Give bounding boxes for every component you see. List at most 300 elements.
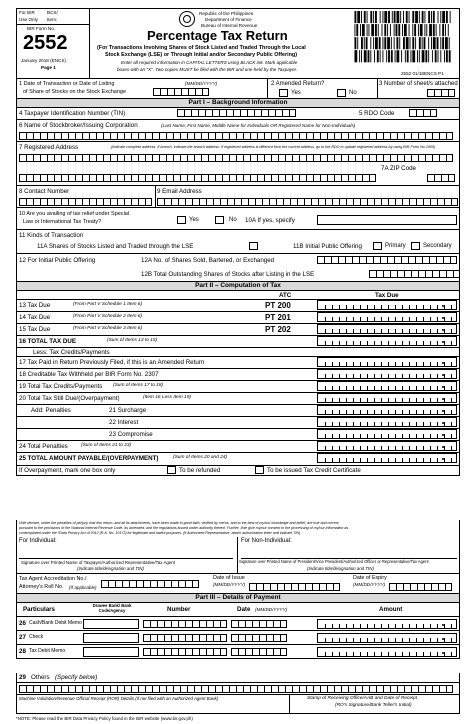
char-cell[interactable] — [264, 154, 271, 162]
char-cell[interactable] — [187, 154, 194, 162]
char-cell[interactable] — [446, 132, 453, 140]
char-cell[interactable] — [194, 132, 201, 140]
char-cell[interactable] — [445, 583, 452, 591]
char-cell[interactable] — [278, 685, 285, 693]
char-cell[interactable] — [124, 132, 131, 140]
char-cell[interactable] — [33, 198, 40, 206]
char-cell[interactable] — [150, 580, 157, 588]
char-cell[interactable] — [96, 132, 103, 140]
char-cell[interactable] — [124, 685, 131, 693]
char-cell[interactable] — [451, 198, 458, 206]
char-cell[interactable] — [436, 256, 443, 264]
char-cell[interactable] — [411, 154, 418, 162]
char-cell[interactable] — [103, 154, 110, 162]
char-cell[interactable] — [334, 685, 341, 693]
char-cell[interactable] — [262, 198, 269, 206]
char-cell[interactable] — [438, 583, 445, 591]
char-cell[interactable] — [418, 685, 425, 693]
char-cell[interactable] — [145, 154, 152, 162]
char-cell[interactable] — [292, 685, 299, 693]
tax-still-due-input[interactable] — [317, 393, 457, 403]
char-cell[interactable] — [229, 154, 236, 162]
char-cell[interactable] — [402, 198, 409, 206]
primary-checkbox[interactable] — [373, 242, 382, 250]
char-cell[interactable] — [269, 198, 276, 206]
char-cell[interactable] — [353, 198, 360, 206]
char-cell[interactable] — [397, 685, 404, 693]
char-cell[interactable] — [191, 109, 198, 117]
char-cell[interactable] — [401, 256, 408, 264]
char-cell[interactable] — [369, 132, 376, 140]
char-cell[interactable] — [450, 256, 457, 264]
char-cell[interactable] — [117, 174, 124, 182]
char-cell[interactable] — [324, 256, 331, 264]
char-cell[interactable] — [145, 174, 152, 182]
interest-input[interactable] — [317, 417, 457, 427]
char-cell[interactable] — [418, 154, 425, 162]
char-cell[interactable] — [388, 198, 395, 206]
char-cell[interactable] — [198, 109, 205, 117]
char-cell[interactable] — [233, 109, 240, 117]
char-cell[interactable] — [418, 270, 425, 278]
tax-relief-specify-input[interactable] — [317, 215, 457, 225]
refund-checkbox[interactable] — [167, 466, 176, 474]
char-cell[interactable] — [89, 174, 96, 182]
char-cell[interactable] — [341, 132, 348, 140]
char-cell[interactable] — [145, 132, 152, 140]
char-cell[interactable] — [369, 685, 376, 693]
char-cell[interactable] — [432, 132, 439, 140]
email-input[interactable] — [157, 198, 458, 206]
char-cell[interactable] — [124, 154, 131, 162]
payment-amount-input[interactable] — [317, 633, 457, 643]
char-cell[interactable] — [250, 174, 257, 182]
char-cell[interactable] — [255, 198, 262, 206]
char-cell[interactable] — [390, 685, 397, 693]
char-cell[interactable] — [313, 154, 320, 162]
char-cell[interactable] — [352, 256, 359, 264]
char-cell[interactable] — [430, 109, 437, 117]
char-cell[interactable] — [26, 132, 33, 140]
char-cell[interactable] — [180, 685, 187, 693]
char-cell[interactable] — [26, 154, 33, 162]
char-cell[interactable] — [243, 174, 250, 182]
char-cell[interactable] — [122, 580, 129, 588]
char-cell[interactable] — [366, 256, 373, 264]
char-cell[interactable] — [68, 174, 75, 182]
char-cell[interactable] — [332, 198, 339, 206]
address-input-line1[interactable] — [19, 154, 453, 162]
char-cell[interactable] — [285, 132, 292, 140]
char-cell[interactable] — [243, 132, 250, 140]
char-cell[interactable] — [19, 154, 26, 162]
amended-yes-checkbox[interactable] — [279, 89, 288, 97]
char-cell[interactable] — [278, 154, 285, 162]
char-cell[interactable] — [250, 685, 257, 693]
char-cell[interactable] — [425, 154, 432, 162]
char-cell[interactable] — [167, 88, 174, 96]
char-cell[interactable] — [369, 270, 376, 278]
char-cell[interactable] — [159, 132, 166, 140]
char-cell[interactable] — [164, 198, 171, 206]
payment-number-input[interactable] — [143, 634, 227, 642]
char-cell[interactable] — [185, 198, 192, 206]
char-cell[interactable] — [117, 154, 124, 162]
char-cell[interactable] — [448, 89, 455, 97]
char-cell[interactable] — [424, 583, 431, 591]
char-cell[interactable] — [341, 154, 348, 162]
char-cell[interactable] — [54, 154, 61, 162]
char-cell[interactable] — [229, 132, 236, 140]
char-cell[interactable] — [213, 198, 220, 206]
char-cell[interactable] — [444, 198, 451, 206]
char-cell[interactable] — [261, 109, 268, 117]
char-cell[interactable] — [173, 174, 180, 182]
char-cell[interactable] — [82, 154, 89, 162]
char-cell[interactable] — [173, 132, 180, 140]
char-cell[interactable] — [157, 198, 164, 206]
tax-paid-previously-input[interactable] — [317, 357, 457, 367]
char-cell[interactable] — [320, 132, 327, 140]
char-cell[interactable] — [425, 132, 432, 140]
char-cell[interactable] — [181, 88, 188, 96]
char-cell[interactable] — [312, 583, 319, 591]
char-cell[interactable] — [383, 132, 390, 140]
char-cell[interactable] — [194, 174, 201, 182]
char-cell[interactable] — [373, 256, 380, 264]
date-of-issue-input[interactable] — [249, 583, 340, 591]
char-cell[interactable] — [429, 256, 436, 264]
char-cell[interactable] — [143, 580, 150, 588]
char-cell[interactable] — [427, 89, 434, 97]
char-cell[interactable] — [319, 583, 326, 591]
char-cell[interactable] — [40, 198, 47, 206]
char-cell[interactable] — [54, 198, 61, 206]
char-cell[interactable] — [276, 198, 283, 206]
char-cell[interactable] — [202, 88, 209, 96]
char-cell[interactable] — [369, 174, 376, 182]
char-cell[interactable] — [222, 154, 229, 162]
char-cell[interactable] — [430, 198, 437, 206]
char-cell[interactable] — [434, 174, 441, 182]
char-cell[interactable] — [277, 583, 284, 591]
char-cell[interactable] — [194, 154, 201, 162]
char-cell[interactable] — [108, 580, 115, 588]
creditable-tax-input[interactable] — [317, 369, 457, 379]
char-cell[interactable] — [278, 174, 285, 182]
char-cell[interactable] — [299, 174, 306, 182]
char-cell[interactable] — [404, 154, 411, 162]
char-cell[interactable] — [96, 174, 103, 182]
char-cell[interactable] — [397, 270, 404, 278]
char-cell[interactable] — [152, 174, 159, 182]
char-cell[interactable] — [254, 109, 261, 117]
char-cell[interactable] — [264, 685, 271, 693]
char-cell[interactable] — [89, 154, 96, 162]
char-cell[interactable] — [439, 132, 446, 140]
char-cell[interactable] — [157, 580, 164, 588]
char-cell[interactable] — [117, 132, 124, 140]
char-cell[interactable] — [159, 154, 166, 162]
char-cell[interactable] — [26, 198, 33, 206]
char-cell[interactable] — [411, 132, 418, 140]
char-cell[interactable] — [131, 198, 138, 206]
char-cell[interactable] — [61, 174, 68, 182]
char-cell[interactable] — [243, 154, 250, 162]
char-cell[interactable] — [19, 685, 26, 693]
tax-due-amount-input[interactable] — [317, 324, 457, 334]
char-cell[interactable] — [166, 174, 173, 182]
char-cell[interactable] — [257, 685, 264, 693]
contact-number-input[interactable] — [19, 198, 152, 206]
char-cell[interactable] — [331, 256, 338, 264]
char-cell[interactable] — [110, 198, 117, 206]
char-cell[interactable] — [305, 583, 312, 591]
char-cell[interactable] — [423, 109, 430, 117]
secondary-checkbox[interactable] — [411, 242, 420, 250]
total-amount-payable-input[interactable] — [317, 453, 457, 463]
char-cell[interactable] — [453, 270, 460, 278]
char-cell[interactable] — [381, 198, 388, 206]
char-cell[interactable] — [236, 685, 243, 693]
char-cell[interactable] — [441, 174, 448, 182]
char-cell[interactable] — [33, 685, 40, 693]
char-cell[interactable] — [292, 174, 299, 182]
char-cell[interactable] — [188, 88, 195, 96]
char-cell[interactable] — [341, 174, 348, 182]
char-cell[interactable] — [229, 174, 236, 182]
char-cell[interactable] — [367, 198, 374, 206]
char-cell[interactable] — [359, 256, 366, 264]
char-cell[interactable] — [409, 198, 416, 206]
char-cell[interactable] — [129, 580, 136, 588]
char-cell[interactable] — [317, 256, 324, 264]
sheets-attached-input[interactable] — [427, 89, 455, 97]
char-cell[interactable] — [103, 174, 110, 182]
char-cell[interactable] — [394, 256, 401, 264]
char-cell[interactable] — [201, 174, 208, 182]
char-cell[interactable] — [275, 109, 282, 117]
char-cell[interactable] — [138, 198, 145, 206]
char-cell[interactable] — [192, 580, 199, 588]
compromise-input[interactable] — [317, 429, 457, 439]
char-cell[interactable] — [383, 154, 390, 162]
char-cell[interactable] — [215, 685, 222, 693]
char-cell[interactable] — [215, 154, 222, 162]
char-cell[interactable] — [268, 109, 275, 117]
char-cell[interactable] — [306, 154, 313, 162]
char-cell[interactable] — [160, 88, 167, 96]
char-cell[interactable] — [395, 198, 402, 206]
char-cell[interactable] — [47, 198, 54, 206]
char-cell[interactable] — [75, 174, 82, 182]
char-cell[interactable] — [40, 685, 47, 693]
char-cell[interactable] — [110, 174, 117, 182]
char-cell[interactable] — [304, 198, 311, 206]
char-cell[interactable] — [26, 685, 33, 693]
char-cell[interactable] — [215, 132, 222, 140]
char-cell[interactable] — [299, 132, 306, 140]
char-cell[interactable] — [47, 132, 54, 140]
char-cell[interactable] — [299, 154, 306, 162]
char-cell[interactable] — [264, 174, 271, 182]
char-cell[interactable] — [89, 685, 96, 693]
char-cell[interactable] — [362, 685, 369, 693]
char-cell[interactable] — [61, 198, 68, 206]
char-cell[interactable] — [208, 685, 215, 693]
char-cell[interactable] — [404, 685, 411, 693]
tcc-checkbox[interactable] — [255, 466, 264, 474]
char-cell[interactable] — [75, 198, 82, 206]
char-cell[interactable] — [425, 270, 432, 278]
char-cell[interactable] — [313, 132, 320, 140]
char-cell[interactable] — [327, 132, 334, 140]
char-cell[interactable] — [201, 132, 208, 140]
char-cell[interactable] — [437, 198, 444, 206]
char-cell[interactable] — [390, 270, 397, 278]
char-cell[interactable] — [439, 270, 446, 278]
date-of-expiry-input[interactable] — [389, 583, 452, 591]
char-cell[interactable] — [243, 685, 250, 693]
tax-due-amount-input[interactable] — [317, 312, 457, 322]
char-cell[interactable] — [283, 198, 290, 206]
char-cell[interactable] — [40, 132, 47, 140]
char-cell[interactable] — [124, 174, 131, 182]
char-cell[interactable] — [423, 198, 430, 206]
char-cell[interactable] — [248, 198, 255, 206]
char-cell[interactable] — [205, 109, 212, 117]
char-cell[interactable] — [425, 685, 432, 693]
char-cell[interactable] — [138, 685, 145, 693]
char-cell[interactable] — [326, 583, 333, 591]
char-cell[interactable] — [390, 132, 397, 140]
char-cell[interactable] — [339, 198, 346, 206]
char-cell[interactable] — [241, 198, 248, 206]
char-cell[interactable] — [411, 685, 418, 693]
char-cell[interactable] — [40, 174, 47, 182]
char-cell[interactable] — [439, 154, 446, 162]
char-cell[interactable] — [47, 154, 54, 162]
lse-checkbox[interactable] — [249, 242, 258, 250]
char-cell[interactable] — [212, 109, 219, 117]
char-cell[interactable] — [306, 685, 313, 693]
char-cell[interactable] — [131, 174, 138, 182]
char-cell[interactable] — [362, 154, 369, 162]
char-cell[interactable] — [220, 198, 227, 206]
char-cell[interactable] — [387, 256, 394, 264]
char-cell[interactable] — [432, 270, 439, 278]
char-cell[interactable] — [89, 198, 96, 206]
char-cell[interactable] — [115, 580, 122, 588]
char-cell[interactable] — [187, 132, 194, 140]
drawee-bank-input[interactable] — [83, 633, 139, 643]
char-cell[interactable] — [348, 132, 355, 140]
drawee-bank-input[interactable] — [83, 619, 139, 629]
char-cell[interactable] — [166, 132, 173, 140]
char-cell[interactable] — [263, 583, 270, 591]
char-cell[interactable] — [427, 174, 434, 182]
char-cell[interactable] — [234, 198, 241, 206]
tin-input[interactable] — [177, 109, 296, 117]
char-cell[interactable] — [236, 174, 243, 182]
char-cell[interactable] — [236, 132, 243, 140]
char-cell[interactable] — [320, 174, 327, 182]
char-cell[interactable] — [446, 270, 453, 278]
tax-due-amount-input[interactable] — [317, 300, 457, 310]
char-cell[interactable] — [320, 154, 327, 162]
char-cell[interactable] — [320, 685, 327, 693]
char-cell[interactable] — [397, 132, 404, 140]
char-cell[interactable] — [19, 174, 26, 182]
char-cell[interactable] — [256, 583, 263, 591]
char-cell[interactable] — [439, 685, 446, 693]
char-cell[interactable] — [327, 174, 334, 182]
char-cell[interactable] — [327, 685, 334, 693]
char-cell[interactable] — [257, 154, 264, 162]
char-cell[interactable] — [173, 154, 180, 162]
char-cell[interactable] — [325, 198, 332, 206]
char-cell[interactable] — [47, 174, 54, 182]
char-cell[interactable] — [422, 256, 429, 264]
char-cell[interactable] — [362, 132, 369, 140]
char-cell[interactable] — [208, 154, 215, 162]
char-cell[interactable] — [271, 174, 278, 182]
char-cell[interactable] — [355, 685, 362, 693]
char-cell[interactable] — [131, 685, 138, 693]
char-cell[interactable] — [227, 198, 234, 206]
char-cell[interactable] — [369, 154, 376, 162]
others-bank-input[interactable] — [19, 685, 453, 693]
char-cell[interactable] — [145, 685, 152, 693]
char-cell[interactable] — [397, 154, 404, 162]
zip-code-input[interactable] — [427, 174, 455, 182]
char-cell[interactable] — [184, 109, 191, 117]
char-cell[interactable] — [110, 132, 117, 140]
char-cell[interactable] — [208, 174, 215, 182]
drawee-bank-input[interactable] — [83, 647, 139, 657]
char-cell[interactable] — [334, 154, 341, 162]
char-cell[interactable] — [61, 685, 68, 693]
shares-sold-input[interactable] — [317, 256, 457, 264]
char-cell[interactable] — [250, 154, 257, 162]
char-cell[interactable] — [68, 198, 75, 206]
char-cell[interactable] — [415, 256, 422, 264]
char-cell[interactable] — [117, 685, 124, 693]
char-cell[interactable] — [178, 198, 185, 206]
char-cell[interactable] — [187, 174, 194, 182]
tax-relief-yes-checkbox[interactable] — [177, 216, 186, 224]
char-cell[interactable] — [403, 583, 410, 591]
char-cell[interactable] — [164, 580, 171, 588]
char-cell[interactable] — [333, 583, 340, 591]
char-cell[interactable] — [348, 685, 355, 693]
char-cell[interactable] — [376, 154, 383, 162]
char-cell[interactable] — [376, 685, 383, 693]
char-cell[interactable] — [82, 198, 89, 206]
char-cell[interactable] — [297, 198, 304, 206]
char-cell[interactable] — [152, 154, 159, 162]
char-cell[interactable] — [298, 583, 305, 591]
date-of-transaction-input[interactable] — [153, 88, 209, 96]
char-cell[interactable] — [226, 109, 233, 117]
char-cell[interactable] — [138, 132, 145, 140]
char-cell[interactable] — [431, 583, 438, 591]
char-cell[interactable] — [153, 88, 160, 96]
char-cell[interactable] — [416, 109, 423, 117]
char-cell[interactable] — [417, 583, 424, 591]
char-cell[interactable] — [289, 109, 296, 117]
char-cell[interactable] — [240, 109, 247, 117]
